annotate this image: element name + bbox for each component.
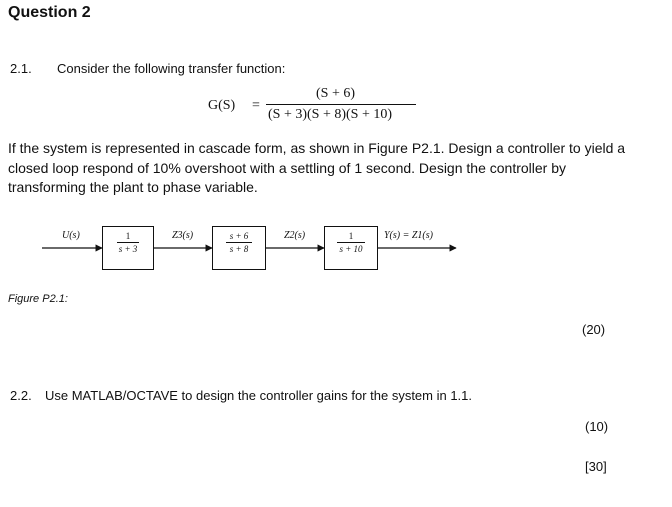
q2-marks: (10)	[585, 419, 609, 434]
equation-denominator: (S + 3)(S + 8)(S + 10)	[268, 107, 393, 122]
q1-paragraph: If the system is represented in cascade form, as shown in Figure P2.1. Design a controller to yield a closed loop respond of 10% overshoot with a settling of 1 second. Design the controller by transforming the plant to phase variable.	[8, 140, 626, 195]
question-title: Question 2	[8, 4, 91, 21]
q2-number: 2.2.	[10, 388, 32, 403]
q1-text: Consider the following transfer function:	[57, 61, 286, 76]
q2-text: Use MATLAB/OCTAVE to design the controller gains for the system in 1.1.	[45, 388, 473, 403]
equation-numerator: (S + 6)	[316, 86, 356, 101]
block-2-numerator: s + 6	[229, 231, 249, 241]
signal-label-input: U(s)	[62, 230, 80, 241]
signal-label-z3: Z3(s)	[172, 230, 194, 241]
transfer-function-equation	[208, 86, 418, 126]
block-3-fraction-bar	[337, 242, 365, 243]
block-3	[324, 226, 378, 270]
equation-equals: =	[252, 98, 260, 113]
q1-marks: (20)	[582, 322, 606, 337]
block-1-numerator: 1	[125, 231, 131, 241]
block-2-denominator: s + 8	[229, 244, 249, 254]
equation-lhs: G(S)	[208, 98, 236, 113]
block-2	[212, 226, 266, 270]
block-1-denominator: s + 3	[118, 244, 138, 254]
block-3-numerator: 1	[348, 231, 354, 241]
block-3-denominator: s + 10	[339, 244, 363, 254]
block-1-fraction-bar	[117, 242, 139, 243]
block-1	[102, 226, 154, 270]
total-marks: [30]	[585, 459, 607, 474]
block-diagram	[40, 222, 480, 272]
signal-label-output: Y(s) = Z1(s)	[384, 230, 433, 241]
q1-number: 2.1.	[10, 61, 32, 76]
block-2-fraction-bar	[226, 242, 252, 243]
fraction-bar	[266, 104, 416, 105]
figure-caption: Figure P2.1:	[8, 293, 68, 305]
signal-label-z2: Z2(s)	[284, 230, 306, 241]
